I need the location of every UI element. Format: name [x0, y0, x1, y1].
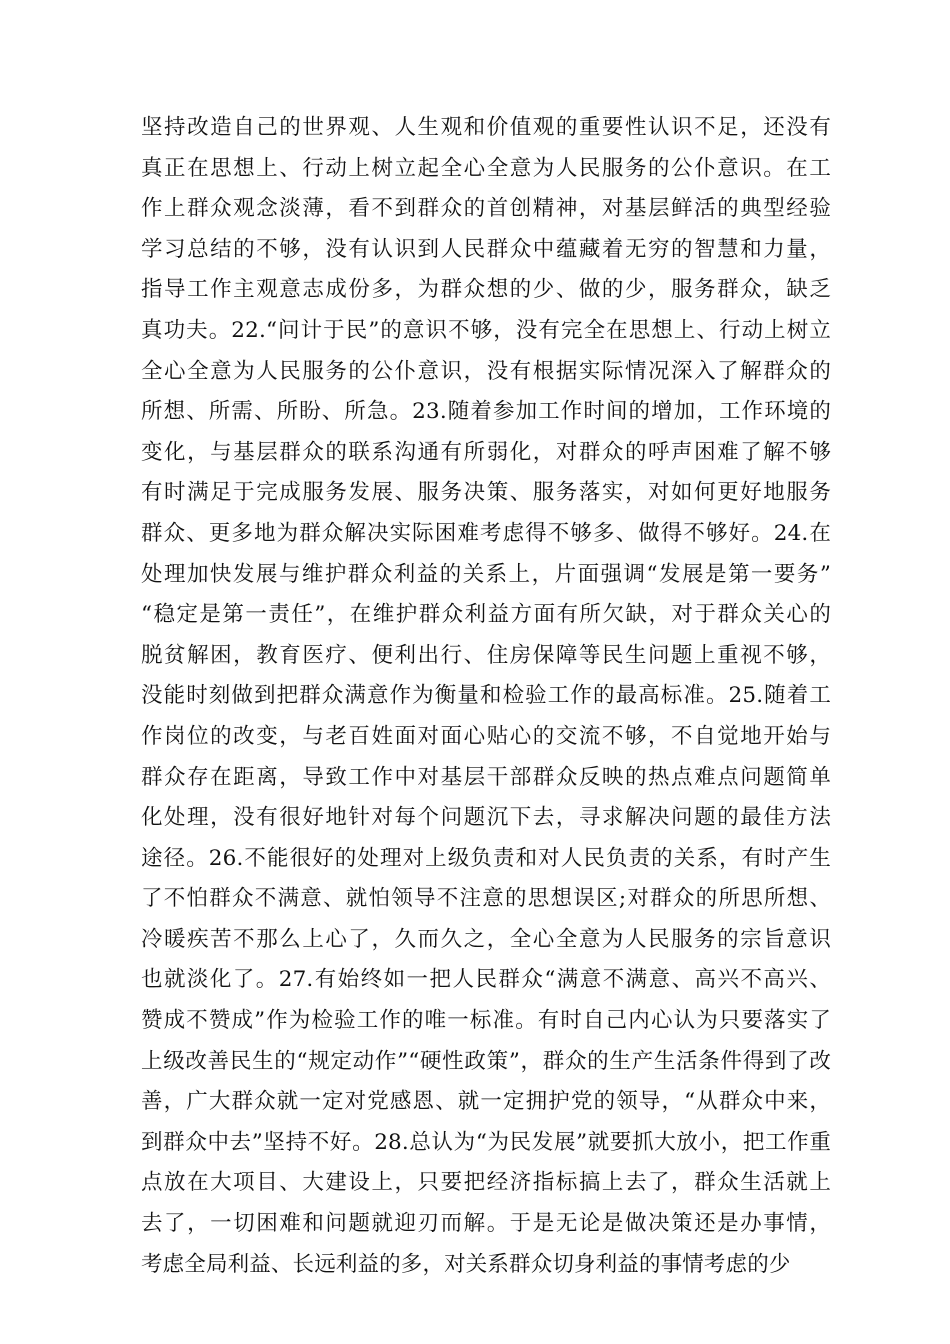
text-line: 了不怕群众不满意、就怕领导不注意的思想误区;对群众的所思所想、	[141, 886, 831, 912]
text-line: 上级改善民生的“规定动作”“硬性政策”，群众的生产生活条件得到了改	[141, 1048, 831, 1074]
text-line: 善，广大群众就一定对党感恩、就一定拥护党的领导，“从群众中来，	[141, 1089, 831, 1115]
text-line: 群众、更多地为群众解决实际困难考虑得不够多、做得不够好。24.在	[141, 520, 831, 546]
text-line: 指导工作主观意志成份多，为群众想的少、做的少，服务群众，缺乏	[141, 277, 831, 303]
text-line: 学习总结的不够，没有认识到人民群众中蕴藏着无穷的智慧和力量，	[141, 236, 831, 262]
text-line: 群众存在距离，导致工作中对基层干部群众反映的热点难点问题简单	[141, 764, 831, 790]
text-line: 全心全意为人民服务的公仆意识，没有根据实际情况深入了解群众的	[141, 358, 831, 384]
text-line: 有时满足于完成服务发展、服务决策、服务落实，对如何更好地服务	[141, 480, 831, 506]
body-text	[141, 108, 831, 1285]
text-line: 没能时刻做到把群众满意作为衡量和检验工作的最高标准。25.随着工	[141, 683, 831, 709]
text-line: 到群众中去”坚持不好。28.总认为“为民发展”就要抓大放小，把工作重	[141, 1129, 831, 1155]
text-line: 化处理，没有很好地针对每个问题沉下去，寻求解决问题的最佳方法	[141, 805, 831, 831]
text-line: 处理加快发展与维护群众利益的关系上，片面强调“发展是第一要务”	[141, 561, 831, 587]
text-line: 冷暖疾苦不那么上心了，久而久之，全心全意为人民服务的宗旨意识	[141, 926, 831, 952]
text-line: 真功夫。22.“问计于民”的意识不够，没有完全在思想上、行动上树立	[141, 317, 831, 343]
text-line: 作上群众观念淡薄，看不到群众的首创精神，对基层鲜活的典型经验	[141, 196, 831, 222]
text-line: 变化，与基层群众的联系沟通有所弱化，对群众的呼声困难了解不够	[141, 439, 831, 465]
text-line: 考虑全局利益、长远利益的多，对关系群众切身利益的事情考虑的少	[141, 1251, 791, 1277]
text-line: 赞成不赞成”作为检验工作的唯一标准。有时自己内心认为只要落实了	[141, 1008, 831, 1034]
text-line: 所想、所需、所盼、所急。23.随着参加工作时间的增加，工作环境的	[141, 399, 831, 425]
text-line: “稳定是第一责任”，在维护群众利益方面有所欠缺，对于群众关心的	[141, 602, 831, 628]
text-line: 也就淡化了。27.有始终如一把人民群众“满意不满意、高兴不高兴、	[141, 967, 831, 993]
text-line: 去了，一切困难和问题就迎刃而解。于是无论是做决策还是办事情，	[141, 1211, 831, 1237]
text-line: 作岗位的改变，与老百姓面对面心贴心的交流不够，不自觉地开始与	[141, 723, 831, 749]
text-line: 途径。26.不能很好的处理对上级负责和对人民负责的关系，有时产生	[141, 845, 831, 871]
text-line: 坚持改造自己的世界观、人生观和价值观的重要性认识不足，还没有	[141, 115, 831, 140]
text-line: 脱贫解困，教育医疗、便利出行、住房保障等民生问题上重视不够，	[141, 642, 831, 668]
text-line: 真正在思想上、行动上树立起全心全意为人民服务的公仆意识。在工	[141, 155, 831, 181]
text-line: 点放在大项目、大建设上，只要把经济指标搞上去了，群众生活就上	[141, 1170, 831, 1196]
